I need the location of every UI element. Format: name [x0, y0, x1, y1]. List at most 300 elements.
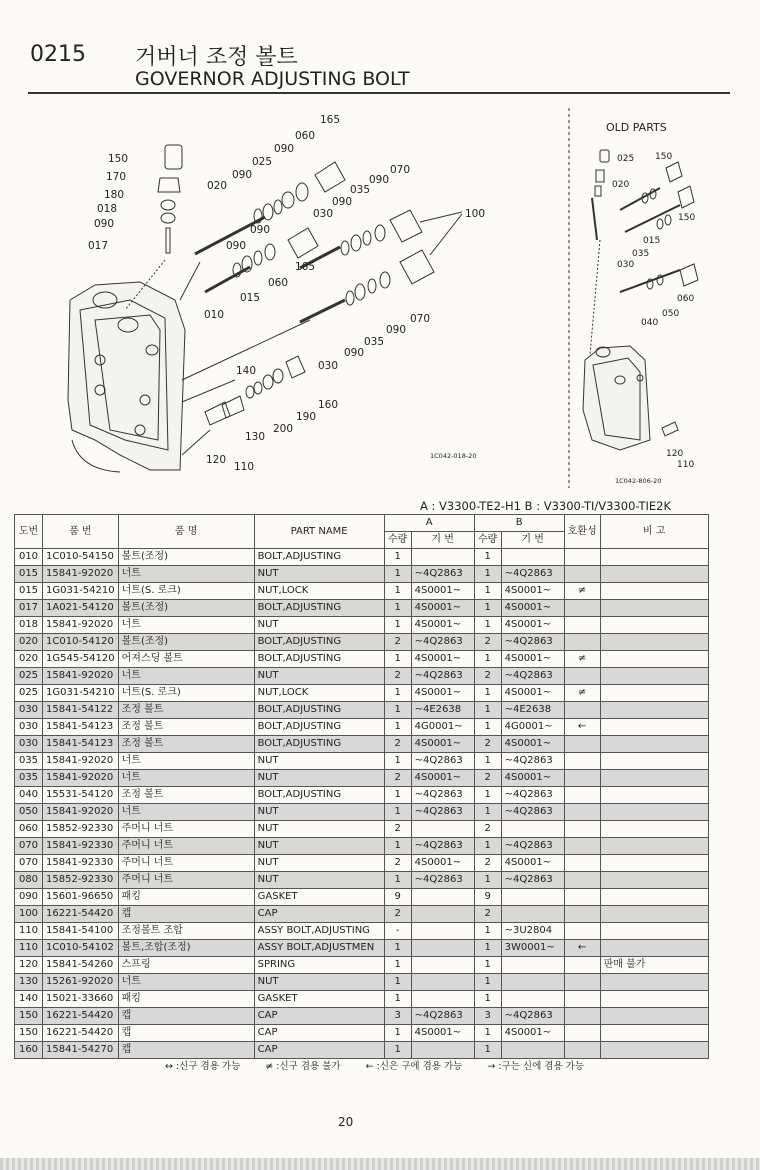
cell-aq: 3: [384, 1008, 411, 1025]
cell-no: 070: [15, 855, 43, 872]
callout-label: 190: [296, 411, 317, 423]
cell-bq: 1: [474, 923, 501, 940]
cell-name: NUT: [254, 872, 384, 889]
callout-label: 017: [88, 240, 109, 252]
cell-kr: 볼트(조정): [118, 634, 254, 651]
exploded-parts-diagram: [0, 100, 760, 495]
cell-pn: 1C010-54150: [43, 549, 119, 566]
cell-aq: 2: [384, 770, 411, 787]
callout-label: 070: [390, 164, 411, 176]
table-row: [15, 838, 709, 855]
cell-c: ≠: [564, 685, 600, 702]
cell-c: [564, 957, 600, 974]
cell-kr: 볼트,조합(조정): [118, 940, 254, 957]
cell-bb: ~4Q2863: [501, 804, 564, 821]
cell-bq: 1: [474, 957, 501, 974]
cell-ab: [411, 549, 474, 566]
cell-bb: 4S0001~: [501, 600, 564, 617]
cell-r: [600, 702, 708, 719]
cell-bq: 1: [474, 617, 501, 634]
col-group-b: B: [474, 515, 564, 532]
cell-r: [600, 889, 708, 906]
cell-r: [600, 991, 708, 1008]
cell-no: 110: [15, 940, 43, 957]
callout-label: 020: [207, 180, 228, 192]
cell-c: [564, 821, 600, 838]
cell-bb: [501, 1042, 564, 1059]
cell-no: 025: [15, 668, 43, 685]
cell-aq: 1: [384, 838, 411, 855]
cell-kr: 캡: [118, 1025, 254, 1042]
cell-kr: 너트: [118, 753, 254, 770]
callout-label: 150: [108, 153, 129, 165]
cell-pn: 16221-54420: [43, 906, 119, 923]
table-row: [15, 719, 709, 736]
cell-kr: 패킹: [118, 991, 254, 1008]
table-row: [15, 549, 709, 566]
callout-label: 090: [344, 347, 365, 359]
cell-name: CAP: [254, 1008, 384, 1025]
cell-bb: ~4Q2863: [501, 668, 564, 685]
cell-c: [564, 566, 600, 583]
table-row: [15, 906, 709, 923]
title-english: GOVERNOR ADJUSTING BOLT: [135, 68, 410, 90]
cell-bb: [501, 991, 564, 1008]
cell-kr: 캡: [118, 906, 254, 923]
cell-bq: 1: [474, 1025, 501, 1042]
cell-kr: 너트: [118, 804, 254, 821]
cell-bq: 9: [474, 889, 501, 906]
cell-aq: 1: [384, 685, 411, 702]
legend-item: ← :신은 구에 겸용 가능: [365, 1061, 463, 1072]
cell-pn: 15841-54123: [43, 719, 119, 736]
cell-name: GASKET: [254, 889, 384, 906]
old-parts-title: OLD PARTS: [606, 121, 667, 134]
cell-name: ASSY BOLT,ADJUSTING: [254, 923, 384, 940]
callout-label: 150: [655, 152, 673, 162]
cell-r: [600, 634, 708, 651]
callout-label: 090: [226, 240, 247, 252]
cell-c: [564, 872, 600, 889]
cell-aq: 2: [384, 736, 411, 753]
table-row: [15, 1042, 709, 1059]
cell-bq: 2: [474, 736, 501, 753]
cell-bq: 1: [474, 566, 501, 583]
callout-label: 150: [678, 213, 696, 223]
cell-r: [600, 719, 708, 736]
cell-bb: 4G0001~: [501, 719, 564, 736]
main-drawing-code: 1C042-018-20: [430, 452, 477, 460]
cell-r: [600, 736, 708, 753]
cell-bq: 1: [474, 600, 501, 617]
cell-kr: 조정 볼트: [118, 787, 254, 804]
cell-name: NUT,LOCK: [254, 583, 384, 600]
cell-no: 050: [15, 804, 43, 821]
cell-r: [600, 787, 708, 804]
cell-name: BOLT,ADJUSTING: [254, 600, 384, 617]
table-row: [15, 923, 709, 940]
cell-c: [564, 668, 600, 685]
cell-no: 100: [15, 906, 43, 923]
callout-label: 120: [666, 449, 684, 459]
cell-no: 015: [15, 583, 43, 600]
table-row: [15, 753, 709, 770]
cell-pn: 16221-54420: [43, 1025, 119, 1042]
callout-label: 090: [94, 218, 115, 230]
callout-label: 025: [252, 156, 273, 168]
cell-ab: [411, 906, 474, 923]
cell-bb: ~4Q2863: [501, 838, 564, 855]
cell-name: BOLT,ADJUSTING: [254, 787, 384, 804]
cell-c: [564, 702, 600, 719]
cell-pn: 1C010-54102: [43, 940, 119, 957]
old-drawing-code: 1C042-806-20: [615, 477, 662, 485]
cell-no: 080: [15, 872, 43, 889]
cell-c: [564, 600, 600, 617]
callout-label: 040: [641, 318, 659, 328]
cell-bq: 1: [474, 872, 501, 889]
cell-c: [564, 787, 600, 804]
table-row: [15, 583, 709, 600]
cell-ab: ~4Q2863: [411, 872, 474, 889]
cell-ab: ~4Q2863: [411, 787, 474, 804]
cell-ab: 4S0001~: [411, 583, 474, 600]
cell-ab: 4S0001~: [411, 1025, 474, 1042]
callout-label: 060: [268, 277, 289, 289]
callout-label: 050: [662, 309, 680, 319]
cell-c: ←: [564, 940, 600, 957]
cell-bq: 2: [474, 821, 501, 838]
cell-name: NUT: [254, 770, 384, 787]
cell-r: [600, 668, 708, 685]
callout-label: 120: [206, 454, 227, 466]
cell-bq: 1: [474, 974, 501, 991]
cell-pn: 15531-54120: [43, 787, 119, 804]
cell-name: BOLT,ADJUSTING: [254, 634, 384, 651]
table-row: [15, 889, 709, 906]
cell-name: NUT: [254, 838, 384, 855]
callout-label: 030: [318, 360, 339, 372]
cell-pn: 15841-92020: [43, 753, 119, 770]
cell-kr: 볼트(조정): [118, 600, 254, 617]
cell-name: BOLT,ADJUSTING: [254, 651, 384, 668]
cell-no: 090: [15, 889, 43, 906]
cell-aq: 1: [384, 719, 411, 736]
cell-no: 025: [15, 685, 43, 702]
cell-ab: [411, 957, 474, 974]
cell-bb: 4S0001~: [501, 651, 564, 668]
cell-bb: 4S0001~: [501, 1025, 564, 1042]
cell-c: [564, 991, 600, 1008]
callout-label: 060: [295, 130, 316, 142]
cell-aq: 1: [384, 549, 411, 566]
page-number: 20: [338, 1115, 354, 1129]
callout-label: 110: [234, 461, 255, 473]
cell-no: 070: [15, 838, 43, 855]
cell-ab: [411, 974, 474, 991]
cell-aq: 1: [384, 566, 411, 583]
cell-ab: [411, 1042, 474, 1059]
callout-label: 030: [617, 260, 635, 270]
parts-table: [14, 514, 709, 1059]
cell-bq: 1: [474, 685, 501, 702]
cell-name: NUT: [254, 804, 384, 821]
cell-bq: 2: [474, 770, 501, 787]
cell-c: [564, 906, 600, 923]
cell-ab: [411, 940, 474, 957]
cell-kr: 캡: [118, 1042, 254, 1059]
cell-c: [564, 770, 600, 787]
cell-aq: 1: [384, 991, 411, 1008]
cell-aq: 1: [384, 1042, 411, 1059]
cell-pn: 1C010-54120: [43, 634, 119, 651]
cell-no: 035: [15, 753, 43, 770]
callout-label: 090: [274, 143, 295, 155]
cell-ab: [411, 923, 474, 940]
legend-item: ≠ :신구 겸용 불가: [265, 1061, 341, 1072]
cell-ab: ~4Q2863: [411, 634, 474, 651]
cell-ab: ~4Q2863: [411, 566, 474, 583]
cell-no: 150: [15, 1008, 43, 1025]
table-row: [15, 685, 709, 702]
cell-pn: 15841-54260: [43, 957, 119, 974]
cell-bq: 1: [474, 719, 501, 736]
cell-kr: 주머니 너트: [118, 855, 254, 872]
cell-ab: 4S0001~: [411, 617, 474, 634]
col-base-a: 기 번: [411, 532, 474, 549]
table-row: [15, 1008, 709, 1025]
col-qty-b: 수량: [474, 532, 501, 549]
cell-aq: 2: [384, 668, 411, 685]
cell-aq: 2: [384, 855, 411, 872]
callout-label: 030: [313, 208, 334, 220]
col-qty-a: 수량: [384, 532, 411, 549]
table-row: [15, 957, 709, 974]
cell-pn: 16221-54420: [43, 1008, 119, 1025]
col-no: 도번: [15, 515, 43, 549]
cell-ab: ~4Q2863: [411, 804, 474, 821]
cell-name: BOLT,ADJUSTING: [254, 719, 384, 736]
cell-aq: 1: [384, 940, 411, 957]
cell-pn: 15841-92020: [43, 617, 119, 634]
cell-bq: 1: [474, 1042, 501, 1059]
cell-ab: [411, 889, 474, 906]
cell-ab: 4G0001~: [411, 719, 474, 736]
cell-no: 150: [15, 1025, 43, 1042]
cell-bb: 4S0001~: [501, 855, 564, 872]
diagram-drawing: [68, 108, 698, 488]
cell-bq: 2: [474, 906, 501, 923]
callout-label: 070: [410, 313, 431, 325]
cell-kr: 조정 볼트: [118, 719, 254, 736]
cell-aq: 1: [384, 974, 411, 991]
cell-kr: 너트: [118, 566, 254, 583]
cell-r: [600, 1025, 708, 1042]
cell-kr: 패킹: [118, 889, 254, 906]
cell-bb: ~4Q2863: [501, 787, 564, 804]
cell-ab: 4S0001~: [411, 600, 474, 617]
cell-kr: 너트: [118, 770, 254, 787]
callout-label: 090: [332, 196, 353, 208]
cell-aq: 1: [384, 600, 411, 617]
cell-kr: 주머니 너트: [118, 872, 254, 889]
cell-bb: ~4Q2863: [501, 634, 564, 651]
cell-ab: ~4Q2863: [411, 1008, 474, 1025]
col-base-b: 기 번: [501, 532, 564, 549]
cell-aq: 1: [384, 617, 411, 634]
cell-name: NUT: [254, 668, 384, 685]
cell-pn: 15841-92020: [43, 804, 119, 821]
cell-bq: 1: [474, 838, 501, 855]
legend-item: ↔ :신구 겸용 가능: [165, 1061, 241, 1072]
cell-name: NUT: [254, 974, 384, 991]
cell-ab: 4S0001~: [411, 651, 474, 668]
header-rule: [28, 92, 730, 94]
section-code: 0215: [30, 42, 86, 67]
cell-bq: 1: [474, 702, 501, 719]
cell-c: [564, 549, 600, 566]
callout-label: 090: [250, 224, 271, 236]
cell-pn: 15841-54270: [43, 1042, 119, 1059]
cell-pn: 15841-92330: [43, 838, 119, 855]
table-row: [15, 617, 709, 634]
cell-name: NUT: [254, 753, 384, 770]
callout-label: 020: [612, 180, 630, 190]
cell-no: 110: [15, 923, 43, 940]
cell-no: 020: [15, 651, 43, 668]
cell-bb: [501, 974, 564, 991]
table-row: [15, 855, 709, 872]
cell-c: ≠: [564, 651, 600, 668]
cell-kr: 주머니 너트: [118, 838, 254, 855]
cell-bb: ~4E2638: [501, 702, 564, 719]
cell-bq: 2: [474, 668, 501, 685]
table-row: [15, 1025, 709, 1042]
cell-r: [600, 549, 708, 566]
table-row: [15, 872, 709, 889]
cell-ab: ~4Q2863: [411, 668, 474, 685]
cell-name: CAP: [254, 906, 384, 923]
table-row: [15, 702, 709, 719]
cell-c: [564, 838, 600, 855]
col-part-no: 품 번: [43, 515, 119, 549]
callout-label: 090: [369, 174, 390, 186]
cell-bq: 3: [474, 1008, 501, 1025]
cell-aq: 9: [384, 889, 411, 906]
cell-c: [564, 974, 600, 991]
cell-c: [564, 889, 600, 906]
cell-r: [600, 566, 708, 583]
cell-r: [600, 804, 708, 821]
callout-label: 100: [465, 208, 486, 220]
table-row: [15, 736, 709, 753]
cell-ab: ~4Q2863: [411, 753, 474, 770]
cell-c: [564, 804, 600, 821]
cell-kr: 너트(S. 로크): [118, 685, 254, 702]
cell-r: [600, 617, 708, 634]
cell-bb: [501, 906, 564, 923]
cell-no: 017: [15, 600, 43, 617]
cell-name: CAP: [254, 1025, 384, 1042]
col-group-a: A: [384, 515, 474, 532]
col-remark: 비 고: [600, 515, 708, 549]
cell-bq: 2: [474, 634, 501, 651]
cell-bb: ~4Q2863: [501, 753, 564, 770]
cell-kr: 스프링: [118, 957, 254, 974]
cell-aq: 1: [384, 753, 411, 770]
cell-bq: 2: [474, 855, 501, 872]
cell-no: 160: [15, 1042, 43, 1059]
cell-bb: 4S0001~: [501, 617, 564, 634]
cell-bq: 1: [474, 991, 501, 1008]
callout-label: 180: [104, 189, 125, 201]
scan-edge: [0, 1158, 760, 1170]
table-row: [15, 787, 709, 804]
cell-name: NUT: [254, 566, 384, 583]
table-row: [15, 821, 709, 838]
legend-item: → :구는 신에 겸용 가능: [487, 1061, 584, 1072]
cell-kr: 볼트(조정): [118, 549, 254, 566]
table-row: [15, 651, 709, 668]
cell-bq: 1: [474, 651, 501, 668]
col-compat: 호환성: [564, 515, 600, 549]
cell-r: [600, 855, 708, 872]
cell-no: 035: [15, 770, 43, 787]
table-row: [15, 991, 709, 1008]
cell-r: [600, 872, 708, 889]
cell-pn: 15021-33660: [43, 991, 119, 1008]
callout-label: 130: [245, 431, 266, 443]
cell-ab: [411, 821, 474, 838]
cell-pn: 15261-92020: [43, 974, 119, 991]
callout-label: 160: [318, 399, 339, 411]
cell-bb: [501, 549, 564, 566]
cell-aq: 1: [384, 872, 411, 889]
cell-name: GASKET: [254, 991, 384, 1008]
callout-label: 110: [677, 460, 695, 470]
table-row: [15, 566, 709, 583]
cell-aq: 2: [384, 821, 411, 838]
cell-r: [600, 770, 708, 787]
cell-bb: [501, 889, 564, 906]
callout-label: 200: [273, 423, 294, 435]
cell-no: 010: [15, 549, 43, 566]
cell-no: 020: [15, 634, 43, 651]
cell-pn: 15841-92020: [43, 668, 119, 685]
cell-pn: 15841-54122: [43, 702, 119, 719]
col-part-name: PART NAME: [254, 515, 384, 549]
title-korean: 거버너 조정 볼트: [135, 45, 298, 70]
callout-label: 140: [236, 365, 257, 377]
cell-ab: 4S0001~: [411, 736, 474, 753]
cell-pn: 1G031-54210: [43, 685, 119, 702]
cell-name: NUT: [254, 617, 384, 634]
cell-pn: 15852-92330: [43, 821, 119, 838]
cell-pn: 15841-54123: [43, 736, 119, 753]
table-header-row: [15, 515, 709, 532]
callout-label: 015: [643, 236, 661, 246]
cell-bb: ~4Q2863: [501, 566, 564, 583]
cell-name: BOLT,ADJUSTING: [254, 702, 384, 719]
cell-pn: 15841-92020: [43, 770, 119, 787]
cell-kr: 주머니 너트: [118, 821, 254, 838]
cell-c: [564, 1042, 600, 1059]
callout-label: 035: [632, 249, 650, 259]
callout-label: 165: [320, 114, 341, 126]
table-row: [15, 804, 709, 821]
cell-bq: 1: [474, 787, 501, 804]
model-legend: A : V3300-TE2-H1 B : V3300-TI/V3300-TIE2K: [420, 499, 672, 513]
